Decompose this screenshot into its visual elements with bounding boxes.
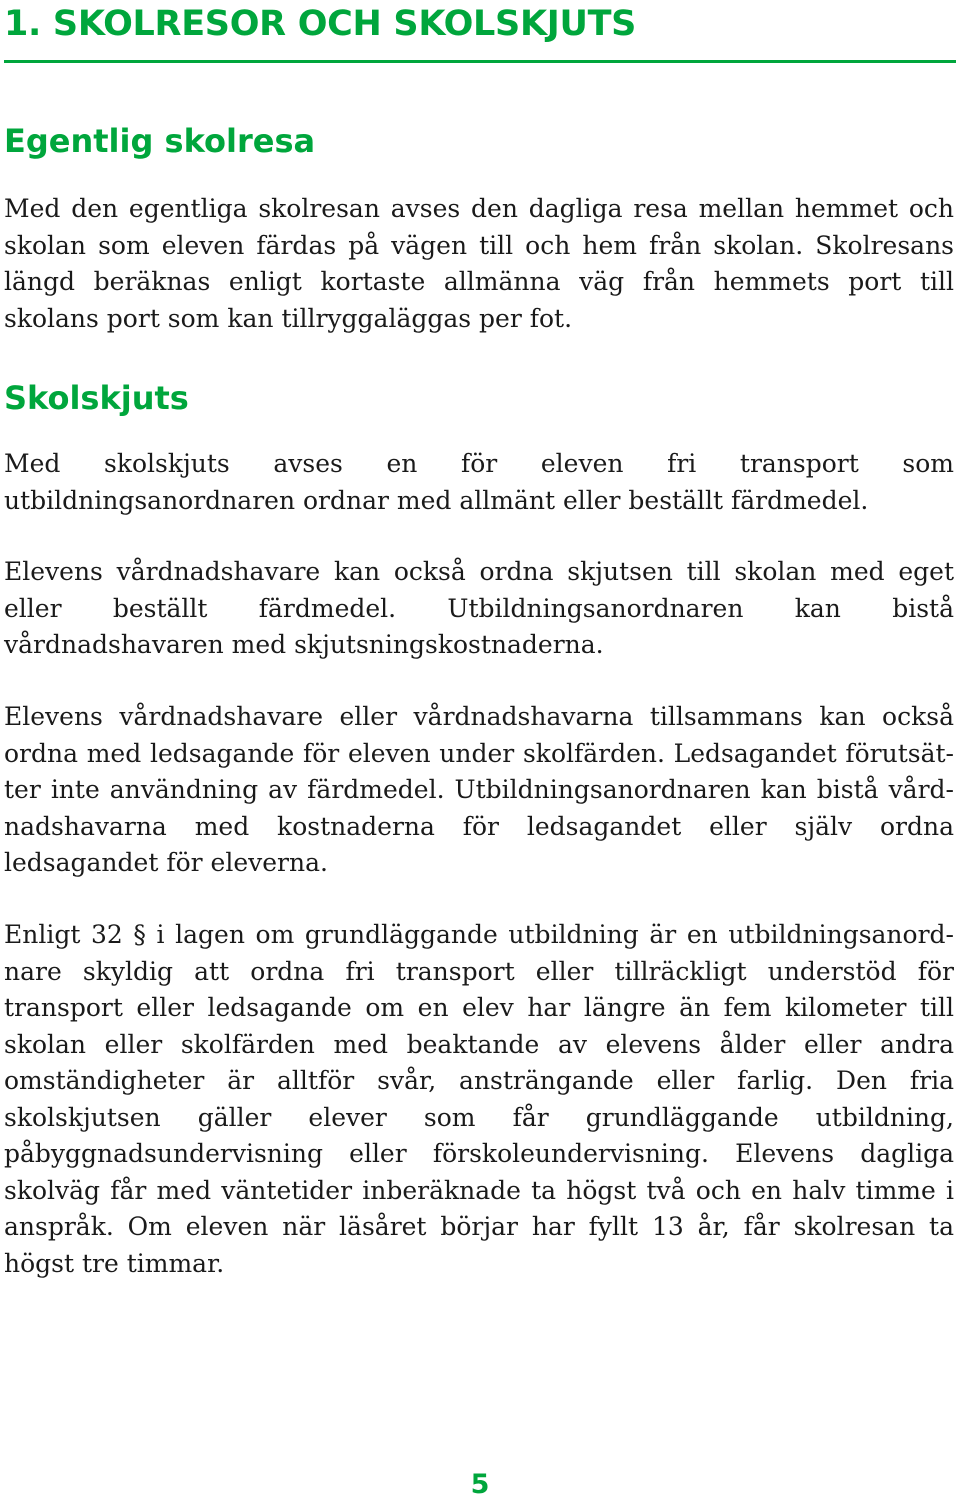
paragraph-legal-obligation: Enligt 32 § i lagen om grundläggande utbildning är en utbildningsanordnare skyldig att ordna fri transport eller tillräckligt understöd för transport eller ledsagande om en elev har längre än fem kilometer till skolan eller skolfärden med beaktande av elevens ålder eller andra omständigheter är alltför svår, ansträngande eller farlig. Den fria skolskjutsen gäller elever som får grundläggande utbildning, påbyggnadsundervisning eller förskoleundervisning. Elevens dagliga skolväg får med väntetider inberäknade ta högst två och en halv timme i anspråk. Om eleven när läsåret börjar har fyllt 13 år, får skolresan ta högst tre timmar. — [4, 920, 954, 1278]
paragraph-guardian-escort: Elevens vårdnadshavare eller vårdnadshavarna tillsammans kan också ordna med ledsagande för eleven under skolfärden. Ledsagandet förutsätter inte användning av färdmedel. Utbildningsanordnaren kan bistå vårdnadshavarna med kostnaderna för ledsagandet eller själv ordna ledsagandet för eleverna. — [4, 702, 954, 877]
paragraph-skolskjuts-definition: Med skolskjuts avses en för eleven fri transport som utbildningsanordnaren ordnar med allmänt eller beställt färdmedel. — [4, 449, 954, 515]
chapter-title: 1. SKOLRESOR OCH SKOLSKJUTS — [4, 4, 637, 44]
section-heading-skolskjuts: Skolskjuts — [4, 379, 189, 417]
page-number: 5 — [470, 1469, 490, 1500]
chapter-divider — [4, 60, 956, 63]
section-heading-egentlig-skolresa: Egentlig skolresa — [4, 122, 316, 160]
paragraph-guardian-transport: Elevens vårdnadshavare kan också ordna skjutsen till skolan med eget eller beställt färdmedel. Utbildningsanordnaren kan bistå vårdnadshavaren med skjutsningskostnaderna. — [4, 557, 954, 659]
paragraph-egentlig-skolresa: Med den egentliga skolresan avses den dagliga resa mellan hemmet och skolan som eleven färdas på vägen till och hem från skolan. Skolresans längd beräknas enligt kortaste allmänna väg från hemmets port till skolans port som kan tillryggaläggas per fot. — [4, 194, 954, 333]
